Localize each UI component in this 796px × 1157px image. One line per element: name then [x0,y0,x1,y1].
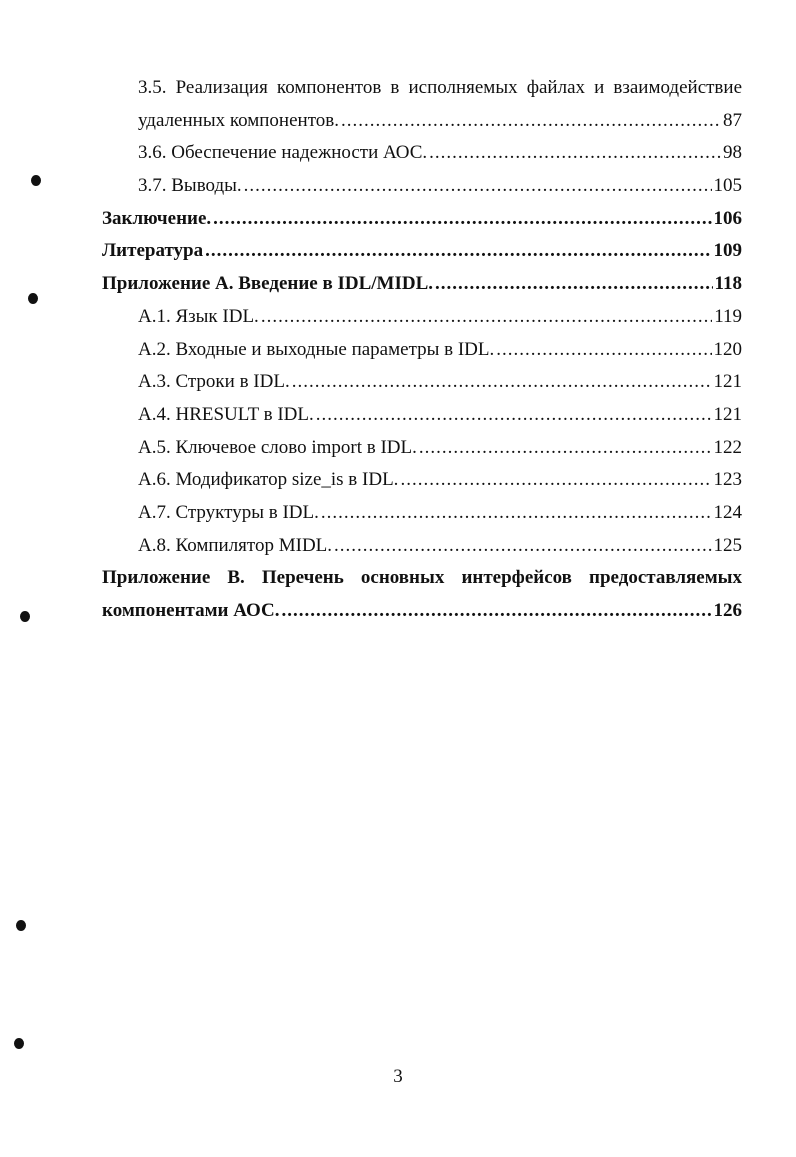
toc-entry-appendix-a [102,268,742,301]
binder-hole-mark [20,611,30,622]
toc-entry-3-7 [102,170,742,203]
toc-entry-title: 3.7. Выводы. [138,175,242,197]
toc-page-number: 106 [713,207,742,229]
toc-entry-title: Заключение. [102,207,212,229]
toc-entry-a-8 [102,530,742,563]
toc-leader-dots [213,203,711,236]
toc-entry-appendix-b-line1 [102,562,742,595]
toc-entry-title: компонентами АОС. [102,600,280,621]
toc-entry-literature [102,235,742,268]
toc-page-number: 120 [713,338,742,360]
toc-entry-a-6 [102,464,742,497]
toc-entry-title: А.4. HRESULT в IDL. [138,403,314,425]
toc-entry-a-3 [102,366,742,399]
toc-entry-a-5 [102,432,742,465]
page-number: 3 [393,1066,403,1087]
toc-page-number: 122 [713,436,742,458]
toc-entry-title: Литература [102,240,204,262]
toc-entry-title: 3.6. Обеспечение надежности АОС. [138,142,428,164]
toc-leader-dots [419,432,712,465]
toc-page-number: 121 [713,371,742,393]
toc-leader-dots [292,366,712,399]
toc-leader-dots [496,334,711,367]
toc-page-number: 105 [713,175,742,197]
toc-leader-dots [244,170,712,203]
toc-page-number: 87 [723,109,742,131]
toc-leader-dots [435,268,713,301]
toc-entry-conclusion [102,203,742,236]
binder-hole-mark [16,920,26,931]
toc-leader-dots [341,105,721,138]
toc-entry-title: удаленных компонентов. [138,109,339,131]
toc-entry-title: 3.5. Реализация компонентов в исполняемых файлах и взаимодействие [138,77,742,98]
toc-entry-a-7 [102,497,742,530]
toc-entry-title: А.7. Структуры в IDL. [138,501,319,523]
toc-entry-title: Приложение А. Введение в IDL/MIDL. [102,273,434,295]
toc-entry-3-5-line1 [102,72,742,105]
toc-entry-title: Приложение В. Перечень основных интерфейсов предоставляемых [102,567,742,589]
toc-page-number: 126 [713,600,742,621]
toc-leader-dots [316,399,712,432]
binder-hole-mark [28,293,38,304]
toc-entry-title: А.8. Компилятор MIDL. [138,534,333,556]
toc-leader-dots [400,464,711,497]
toc-page-number: 125 [713,534,742,556]
toc-page-number: 121 [713,403,742,425]
toc-entry-3-5-line2 [102,105,742,138]
toc-leader-dots [334,530,711,563]
table-of-contents [102,72,742,628]
toc-leader-dots [321,497,712,530]
toc-page-number: 119 [714,305,742,327]
toc-leader-dots [261,301,712,334]
toc-entry-title: А.2. Входные и выходные параметры в IDL. [138,338,495,360]
toc-leader-dots [205,235,711,268]
toc-entry-title: А.1. Язык IDL. [138,305,259,327]
toc-entry-3-6 [102,137,742,170]
toc-page-number: 98 [723,142,742,164]
toc-page-number: 118 [714,273,742,295]
toc-entry-title: А.6. Модификатор size_is в IDL. [138,469,399,491]
binder-hole-mark [14,1038,24,1049]
toc-page-number: 124 [713,501,742,523]
toc-page-number: 123 [713,469,742,491]
toc-entry-a-1 [102,301,742,334]
toc-page-number: 109 [713,240,742,262]
toc-entry-title: А.5. Ключевое слово import в IDL. [138,436,417,458]
toc-entry-appendix-b-line2 [102,595,742,628]
toc-leader-dots [282,595,712,628]
binder-hole-mark [31,175,41,186]
toc-entry-a-2 [102,334,742,367]
toc-entry-title: А.3. Строки в IDL. [138,371,290,393]
toc-entry-a-4 [102,399,742,432]
toc-leader-dots [429,137,721,170]
